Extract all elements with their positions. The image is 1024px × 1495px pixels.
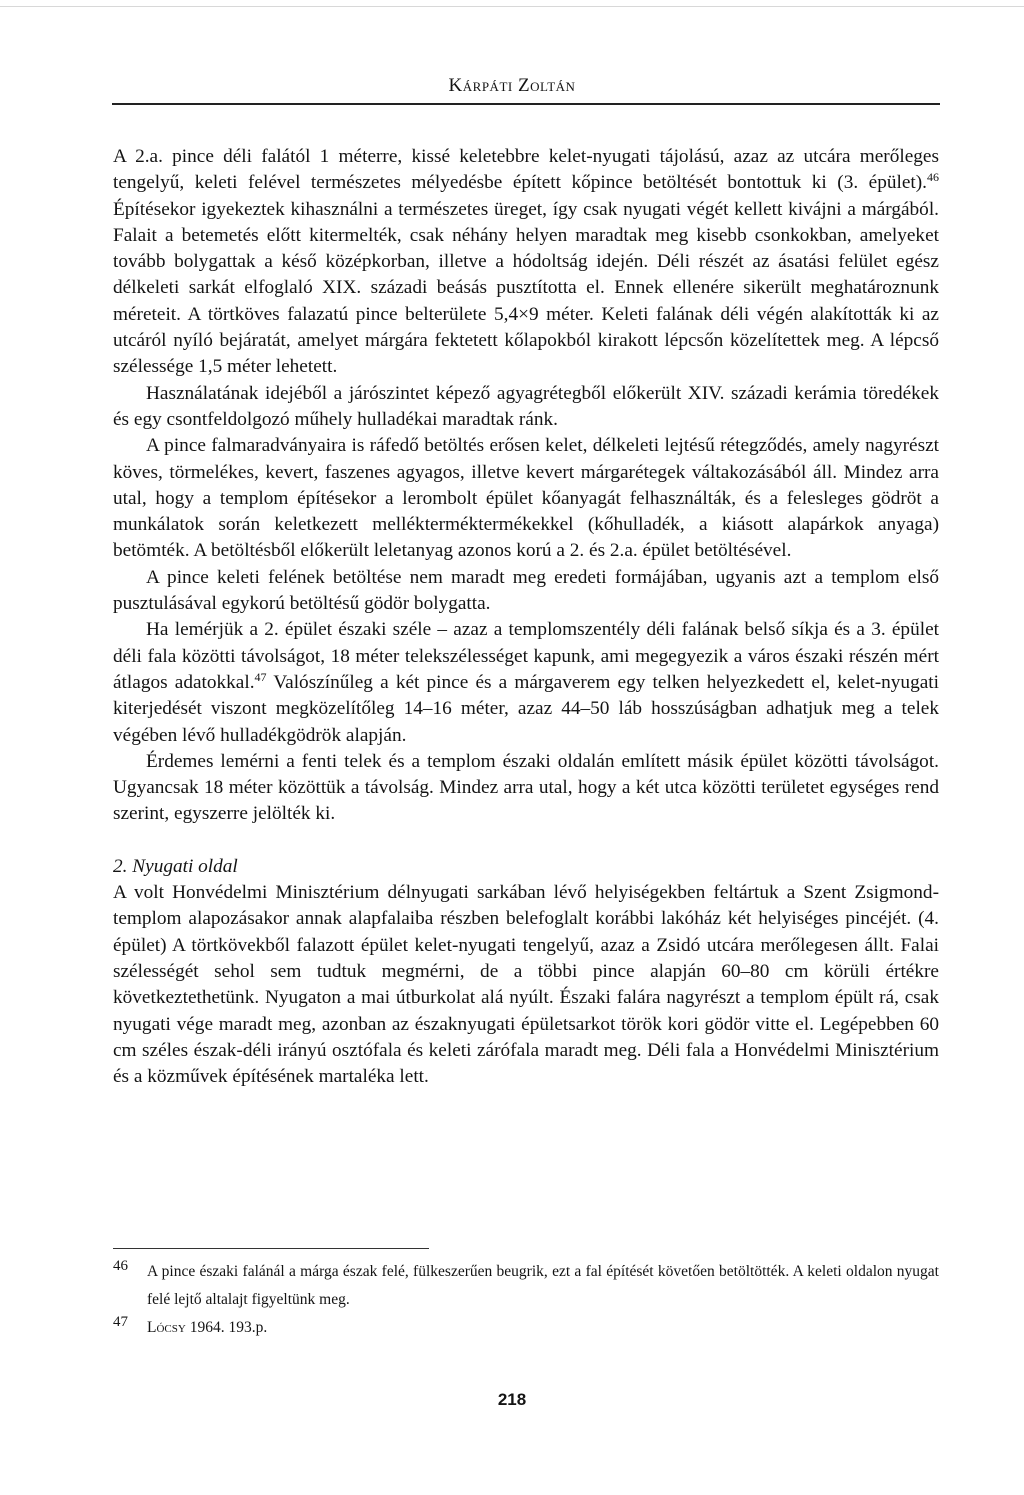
running-head: Kárpáti Zoltán [448, 75, 576, 96]
footnote-reference: 1964. 193.p. [185, 1319, 268, 1336]
paragraph-3: A pince falmaradványaira is ráfedő betöltés erősen kelet, délkeleti lejtésű rétegződés, amely nagyrészt köves, törmelékes, kevert, faszenes agyagos, illetve kevert márgarétegek váltakozásából áll. Mindez arra utal, hogy a templom építésekor a lerombolt épület kőanyagát felhasználták, és a felesleges gödröt a munkálatok során keletkezett mellékterméktermékekkel (kőhulladék, a kiásott alapárkok anyaga) betömték. A betöltésből előkerült leletanyag azonos korú a 2. és 2.a. épület betöltésével. [113, 435, 939, 562]
paragraph-5: Ha lemérjük a 2. épület északi széle – azaz a templomszentély déli falának belső síkja és a 3. épület déli fala közötti távolságot, 18 méter telekszélességet kapunk, ami megegyezik a város északi részén mért átlagos adatokkal.$^{47}$ Valószínűleg a két pince és a márgaverem egy telken helyezkedett el, kelet-nyugati kiterjedését viszont megközelítőleg 14–16 méter, azaz 44–50 láb hosszúságban adhatjuk meg a telek végében lévő hulladékgödrök alapján. [113, 619, 939, 746]
footnote-ref-47[interactable]: 47 [254, 669, 267, 684]
paragraph-4: A pince keleti felének betöltése nem maradt meg eredeti formájában, ugyanis azt a templom első pusztulásával egykorú betöltésű gödör bolygatta. [113, 566, 939, 615]
footnote-ref-46[interactable]: 46 [927, 170, 939, 185]
section-paragraph: A volt Honvédelmi Minisztérium délnyugati sarkában lévő helyiségekben feltártuk a Szent Zsigmond-templom alapozásakor annak alapfalaiba részben belefoglalt korábbi lakóház két helyiséges pincéjét. (4. épület) A törtkövekből falazott épület kelet-nyugati tengelyű, azaz a Zsidó utcára merőlegesen állt. Falai szélességét sehol sem tudtuk megmérni, de a többi pince alapján 60–80 cm körüli értékre következtethetünk. Nyugaton a mai útburkolat alá nyúlt. Északi falára nagyrészt a templom épült rá, csak nyugati vége maradt meg, azonban az északnyugati épületsarkot török kori gödör vitte el. Legépebben 60 cm széles észak-déli irányú osztófala és keleti zárófala maradt meg. Déli fala a Honvédelmi Minisztérium és a közművek építésének martaléka lett. [113, 882, 939, 1088]
footnote-number: 47 [113, 1314, 128, 1330]
header-rule [112, 103, 940, 105]
scan-edge-line [0, 6, 1024, 7]
paragraph-1: A 2.a. pince déli falától 1 méterre, kissé keletebbre kelet-nyugati tájolású, azaz az utcára merőleges tengelyű, keleti felével természetes mélyedésbe épített kőpince betöltését bontottuk ki (3. épület).$^{46}$ Építésekor igyekeztek kihasználni a természetes üreget, így csak nyugati végét kellett kivájni a márgából. Falait a betemetés előtt kitermelték, csak néhány helyen maradtak meg kisebb csonkokban, amelyeket tovább bolygattak a késő középkorban, illetve a hódoltság idején. Déli részét az ásatási felület egész délkeleti sarkát elfoglaló XIX. századi beásás pusztította el. Ennek ellenére sikerült meghatároznunk méreteit. A törtköves falazatú pince belterülete 5,4×9 méter. Keleti falának déli végén alakították ki az utcáról nyíló bejáratát, amelyet márgára fektetett kőlapokból kirakott lépcsőn közelítettek meg. A lépcső szélessége 1,5 méter lehetett. [113, 146, 939, 378]
paragraph-6: Érdemes lemérni a fenti telek és a templom északi oldalán említett másik épület közötti távolságot. Ugyancsak 18 méter közöttük a távolság. Mindez arra utal, hogy a két utca közötti területet egységes rend szerint, egyszerre jelölték ki. [113, 750, 939, 825]
footnotes [113, 1258, 939, 1342]
footnote-author: Lócsy [147, 1319, 186, 1336]
footnote-number: 46 [113, 1258, 128, 1274]
page-number: 218 [497, 1390, 527, 1409]
footnote-46 [113, 1258, 939, 1314]
footnote-47 [113, 1314, 939, 1342]
section-heading: 2. Nyugati oldal [113, 855, 238, 877]
footnote-text: A pince északi falánál a márga észak felé, fülkeszerűen beugrik, ezt a fal építését követően betöltötték. A keleti oldalon nyugat felé lejtő altalajt figyeltünk meg. [147, 1263, 939, 1308]
body-text [113, 144, 939, 1090]
paragraph-2: Használatának idejéből a járószintet képező agyagrétegből előkerült XIV. századi kerámia töredékek és egy csontfeldolgozó műhely hulladékai maradtak ránk. [113, 382, 939, 430]
footnote-rule [113, 1248, 429, 1249]
